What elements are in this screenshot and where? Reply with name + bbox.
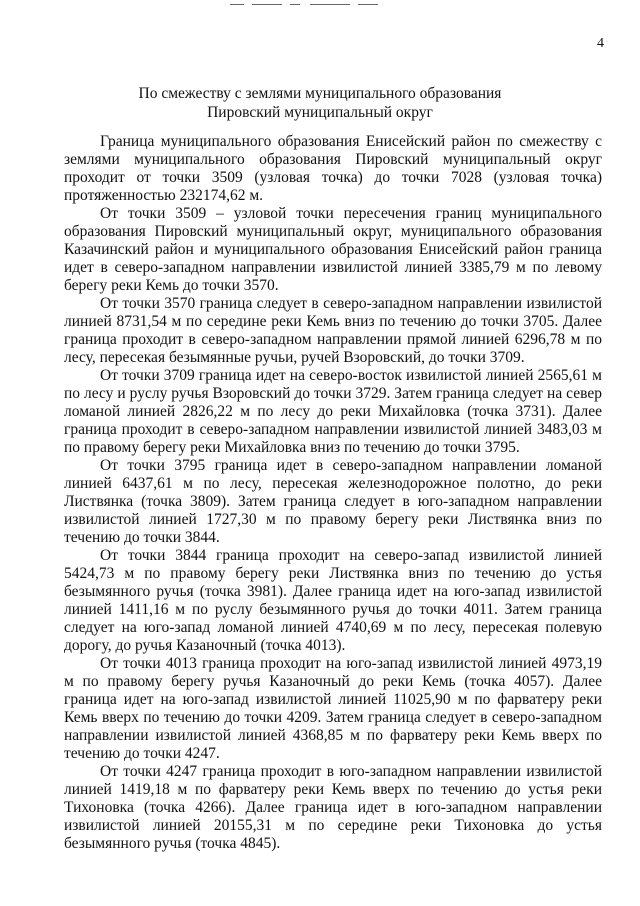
scan-artifact-marks — [230, 4, 410, 6]
paragraph-1: Граница муниципального образования Енисейский район по смежеству с землями муниципального образования Пировский муниципальный округ проходит от точки 3509 (узловая точка) до точки 7028 (узловая точка) протяженностью 232174,62 м. — [64, 133, 602, 204]
section-title-line-2: Пировский муниципальный округ — [207, 104, 433, 121]
paragraph-4: От точки 3709 граница идет на северо-восток извилистой линией 2565,61 м по лесу и руслу ручья Взоровский до точки 3729. Затем граница следует на север ломаной линией 2826,22 м по лесу до реки Михайловка (точка 3731). Далее граница проходит в северо-западном направлении извилистой линией 3483,03 м по правому берегу реки Михайловка вниз по течению до точки 3795. — [64, 367, 602, 456]
page-number: 4 — [597, 36, 604, 51]
paragraph-7: От точки 4013 граница проходит на юго-запад извилистой линией 4973,19 м по правому берегу ручья Казаночный до реки Кемь (точка 4057). Далее граница идет на юго-запад извилистой линией 11025,90 м по фарватеру реки Кемь вверх по течению до точки 4209. Затем граница следует в северо-западном направлении извилистой линией 4368,85 м по фарватеру реки Кемь вверх по течению до точки 4247. — [64, 655, 602, 762]
section-title-line-1: По смежеству с землями муниципального образования — [138, 85, 502, 102]
paragraph-8: От точки 4247 граница проходит в юго-западном направлении извилистой линией 1419,18 м по фарватеру реки Кемь вверх по течению до устья реки Тихоновка (точка 4266). Далее граница идет в юго-западном направлении извилистой линией 20155,31 м по середине реки Тихоновка до устья безымянного ручья (точка 4845). — [64, 763, 602, 852]
paragraph-5: От точки 3795 граница идет в северо-западном направлении ломаной линией 6437,61 м по лесу, пересекая железнодорожное полотно, до реки Листвянка (точка 3809). Затем граница следует в юго-западном направлении извилистой линией 1727,30 м по правому берегу реки Листвянка вниз по течению до точки 3844. — [64, 457, 602, 546]
paragraph-3: От точки 3570 граница следует в северо-западном направлении извилистой линией 8731,54 м по середине реки Кемь вниз по течению до точки 3705. Далее граница проходит в северо-западном направлении прямой линией 6296,78 м по лесу, пересекая безымянные ручьи, ручей Взоровский, до точки 3709. — [64, 295, 602, 366]
section-title — [0, 84, 640, 122]
paragraph-2: От точки 3509 – узловой точки пересечения границ муниципального образования Пировский муниципальный округ, муниципального образования Казачинский район и муниципального образования Енисейский район граница идет в северо-западном направлении извилистой линией 3385,79 м по левому берегу реки Кемь до точки 3570. — [64, 205, 602, 294]
paragraph-6: От точки 3844 граница проходит на северо-запад извилистой линией 5424,73 м по правому берегу реки Листвянка вниз по течению до устья безымянного ручья (точка 3981). Далее граница идет на юго-запад извилистой линией 1411,16 м по руслу безымянного ручья до точки 4011. Затем граница следует на юго-запад ломаной линией 4740,69 м по лесу, пересекая полевую дорогу, до ручья Казаночный (точка 4013). — [64, 547, 602, 654]
document-body — [64, 133, 602, 853]
